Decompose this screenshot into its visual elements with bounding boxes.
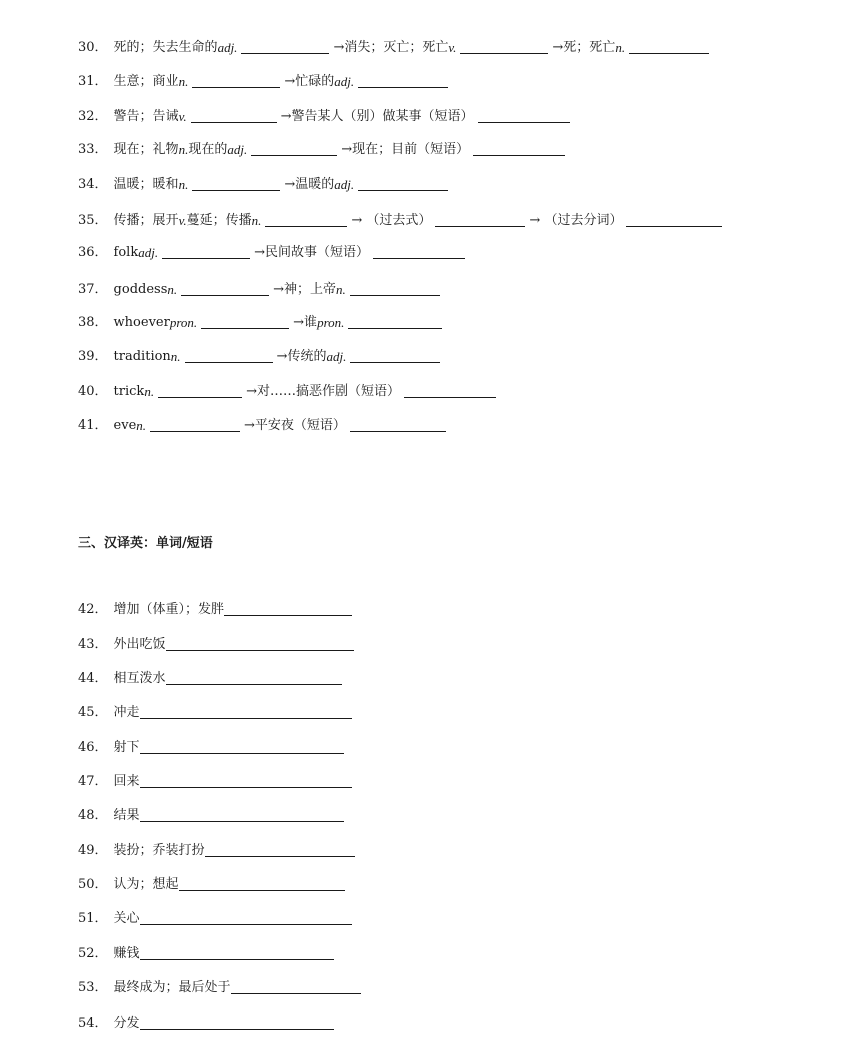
exercise-item bbox=[78, 141, 569, 159]
answer-blank[interactable] bbox=[478, 121, 570, 123]
answer-blank[interactable] bbox=[162, 257, 250, 259]
answer-blank[interactable] bbox=[460, 52, 548, 54]
answer-blank[interactable] bbox=[350, 294, 440, 296]
item-number: 39． bbox=[78, 349, 108, 364]
exercise-item bbox=[78, 807, 348, 825]
item-number: 52． bbox=[78, 946, 108, 961]
part-of-speech: v. bbox=[178, 213, 187, 228]
item-number: 38． bbox=[78, 315, 108, 330]
item-number: 33． bbox=[78, 142, 108, 157]
item-number: 54． bbox=[78, 1016, 108, 1031]
exercise-item bbox=[78, 383, 500, 401]
answer-blank[interactable] bbox=[404, 396, 496, 398]
answer-blank[interactable] bbox=[158, 396, 242, 398]
exercise-item bbox=[78, 108, 574, 126]
prompt-text: →民间故事（短语） bbox=[254, 245, 370, 260]
prompt-text: →忙碌的 bbox=[284, 74, 335, 89]
prompt-text: 现在的 bbox=[188, 142, 228, 157]
item-number: 37． bbox=[78, 282, 108, 297]
part-of-speech: pron. bbox=[317, 315, 345, 330]
exercise-item bbox=[78, 601, 356, 619]
item-number: 31． bbox=[78, 74, 108, 89]
answer-blank[interactable] bbox=[140, 786, 352, 788]
prompt-text: 温暖；暖和 bbox=[113, 177, 179, 192]
prompt-text: tradition bbox=[113, 349, 171, 364]
part-of-speech: n. bbox=[136, 418, 147, 433]
exercise-item bbox=[78, 39, 713, 57]
part-of-speech: adj. bbox=[334, 177, 355, 192]
item-number: 40． bbox=[78, 384, 108, 399]
prompt-text: 赚钱 bbox=[113, 946, 140, 961]
part-of-speech: n. bbox=[336, 282, 346, 297]
prompt-text: folk bbox=[113, 245, 139, 260]
answer-blank[interactable] bbox=[150, 430, 240, 432]
answer-blank[interactable] bbox=[435, 225, 525, 227]
prompt-text: →警告某人（别）做某事（短语） bbox=[280, 109, 474, 124]
part-of-speech: n. bbox=[178, 142, 189, 157]
answer-blank[interactable] bbox=[358, 189, 448, 191]
prompt-text: 生意；商业 bbox=[113, 74, 179, 89]
answer-blank[interactable] bbox=[140, 820, 344, 822]
item-number: 43． bbox=[78, 637, 108, 652]
exercise-item bbox=[78, 945, 338, 963]
prompt-text: 分发 bbox=[113, 1016, 140, 1031]
prompt-text: →谁 bbox=[293, 315, 318, 330]
answer-blank[interactable] bbox=[181, 294, 269, 296]
exercise-item bbox=[78, 212, 726, 230]
answer-blank[interactable] bbox=[473, 154, 565, 156]
item-number: 36． bbox=[78, 245, 108, 260]
item-number: 47． bbox=[78, 774, 108, 789]
item-number: 53． bbox=[78, 980, 108, 995]
item-number: 50． bbox=[78, 877, 108, 892]
item-number: 30． bbox=[78, 40, 108, 55]
answer-blank[interactable] bbox=[191, 121, 277, 123]
prompt-text: 传播；展开 bbox=[113, 213, 179, 228]
answer-blank[interactable] bbox=[140, 752, 344, 754]
answer-blank[interactable] bbox=[350, 430, 446, 432]
prompt-text: →消失；灭亡；死亡 bbox=[333, 40, 449, 55]
part-of-speech: n. bbox=[167, 282, 178, 297]
answer-blank[interactable] bbox=[140, 923, 352, 925]
prompt-text: 关心 bbox=[113, 911, 140, 926]
answer-blank[interactable] bbox=[241, 52, 329, 54]
exercise-item bbox=[78, 876, 349, 894]
answer-blank[interactable] bbox=[350, 361, 440, 363]
prompt-text: 认为；想起 bbox=[113, 877, 179, 892]
prompt-text: →传统的 bbox=[276, 349, 327, 364]
part-of-speech: pron. bbox=[169, 315, 198, 330]
answer-blank[interactable] bbox=[373, 257, 465, 259]
answer-blank[interactable] bbox=[629, 52, 709, 54]
part-of-speech: v. bbox=[178, 109, 187, 124]
section-title: 三、汉译英：单词/短语 bbox=[78, 536, 213, 551]
answer-blank[interactable] bbox=[140, 958, 334, 960]
exercise-item bbox=[78, 281, 444, 299]
prompt-text: 射下 bbox=[113, 740, 140, 755]
prompt-text: 警告；告诫 bbox=[113, 109, 179, 124]
prompt-text: 死的；失去生命的 bbox=[113, 40, 218, 55]
part-of-speech: adj. bbox=[217, 40, 238, 55]
prompt-text: → （过去分词） bbox=[529, 213, 623, 228]
item-number: 46． bbox=[78, 740, 108, 755]
prompt-text: 外出吃饭 bbox=[113, 637, 166, 652]
exercise-item bbox=[78, 244, 469, 262]
prompt-text: →死；死亡 bbox=[552, 40, 616, 55]
item-number: 42． bbox=[78, 602, 108, 617]
exercise-item bbox=[78, 739, 348, 757]
item-number: 32． bbox=[78, 109, 108, 124]
part-of-speech: n. bbox=[615, 40, 626, 55]
exercise-item bbox=[78, 176, 452, 194]
item-number: 35． bbox=[78, 213, 108, 228]
answer-blank[interactable] bbox=[265, 225, 347, 227]
prompt-text: → （过去式） bbox=[351, 213, 432, 228]
prompt-text: 回来 bbox=[113, 774, 140, 789]
part-of-speech: n. bbox=[251, 213, 262, 228]
exercise-item bbox=[78, 910, 356, 928]
answer-blank[interactable] bbox=[179, 889, 345, 891]
exercise-item bbox=[78, 314, 446, 332]
prompt-text: whoever bbox=[113, 315, 170, 330]
exercise-item bbox=[78, 1015, 338, 1033]
prompt-text: 冲走 bbox=[113, 705, 140, 720]
answer-blank[interactable] bbox=[166, 649, 354, 651]
answer-blank[interactable] bbox=[201, 327, 289, 329]
answer-blank[interactable] bbox=[348, 327, 442, 329]
exercise-item bbox=[78, 636, 358, 654]
exercise-item bbox=[78, 73, 452, 91]
answer-blank[interactable] bbox=[358, 86, 448, 88]
prompt-text: →神；上帝 bbox=[273, 282, 337, 297]
answer-blank[interactable] bbox=[231, 992, 361, 994]
exercise-item bbox=[78, 704, 356, 722]
item-number: 41． bbox=[78, 418, 108, 433]
item-number: 51． bbox=[78, 911, 108, 926]
prompt-text: goddess bbox=[113, 282, 168, 297]
item-number: 48． bbox=[78, 808, 108, 823]
item-number: 49． bbox=[78, 843, 108, 858]
prompt-text: →对……搞恶作剧（短语） bbox=[246, 384, 400, 399]
part-of-speech: adj. bbox=[227, 142, 248, 157]
answer-blank[interactable] bbox=[140, 1028, 334, 1030]
item-number: 45． bbox=[78, 705, 108, 720]
answer-blank[interactable] bbox=[192, 189, 280, 191]
exercise-item bbox=[78, 773, 356, 791]
prompt-text: 装扮；乔装打扮 bbox=[113, 843, 205, 858]
item-number: 34． bbox=[78, 177, 108, 192]
prompt-text: 现在；礼物 bbox=[113, 142, 179, 157]
part-of-speech: n. bbox=[178, 177, 189, 192]
prompt-text: →平安夜（短语） bbox=[244, 418, 346, 433]
answer-blank[interactable] bbox=[205, 855, 355, 857]
prompt-text: 结果 bbox=[113, 808, 140, 823]
part-of-speech: adj. bbox=[334, 74, 355, 89]
exercise-item bbox=[78, 842, 359, 860]
prompt-text: 增加（体重）；发胖 bbox=[113, 602, 225, 617]
prompt-text: →现在；目前（短语） bbox=[341, 142, 470, 157]
part-of-speech: n. bbox=[178, 74, 189, 89]
exercise-item bbox=[78, 979, 365, 997]
answer-blank[interactable] bbox=[185, 361, 273, 363]
prompt-text: 蔓延；传播 bbox=[186, 213, 252, 228]
part-of-speech: n. bbox=[170, 349, 181, 364]
prompt-text: →温暖的 bbox=[284, 177, 335, 192]
part-of-speech: adj. bbox=[138, 245, 159, 260]
answer-blank[interactable] bbox=[140, 717, 352, 719]
answer-blank[interactable] bbox=[166, 683, 342, 685]
answer-blank[interactable] bbox=[251, 154, 337, 156]
prompt-text: eve bbox=[113, 418, 137, 433]
item-number: 44． bbox=[78, 671, 108, 686]
part-of-speech: adj. bbox=[326, 349, 347, 364]
prompt-text: 相互泼水 bbox=[113, 671, 166, 686]
exercise-item bbox=[78, 670, 346, 688]
exercise-item bbox=[78, 348, 444, 366]
answer-blank[interactable] bbox=[192, 86, 280, 88]
exercise-item bbox=[78, 417, 450, 435]
answer-blank[interactable] bbox=[224, 614, 352, 616]
prompt-text: 最终成为；最后处于 bbox=[113, 980, 231, 995]
prompt-text: trick bbox=[113, 384, 145, 399]
answer-blank[interactable] bbox=[626, 225, 722, 227]
part-of-speech: n. bbox=[144, 384, 155, 399]
part-of-speech: v. bbox=[448, 40, 457, 55]
